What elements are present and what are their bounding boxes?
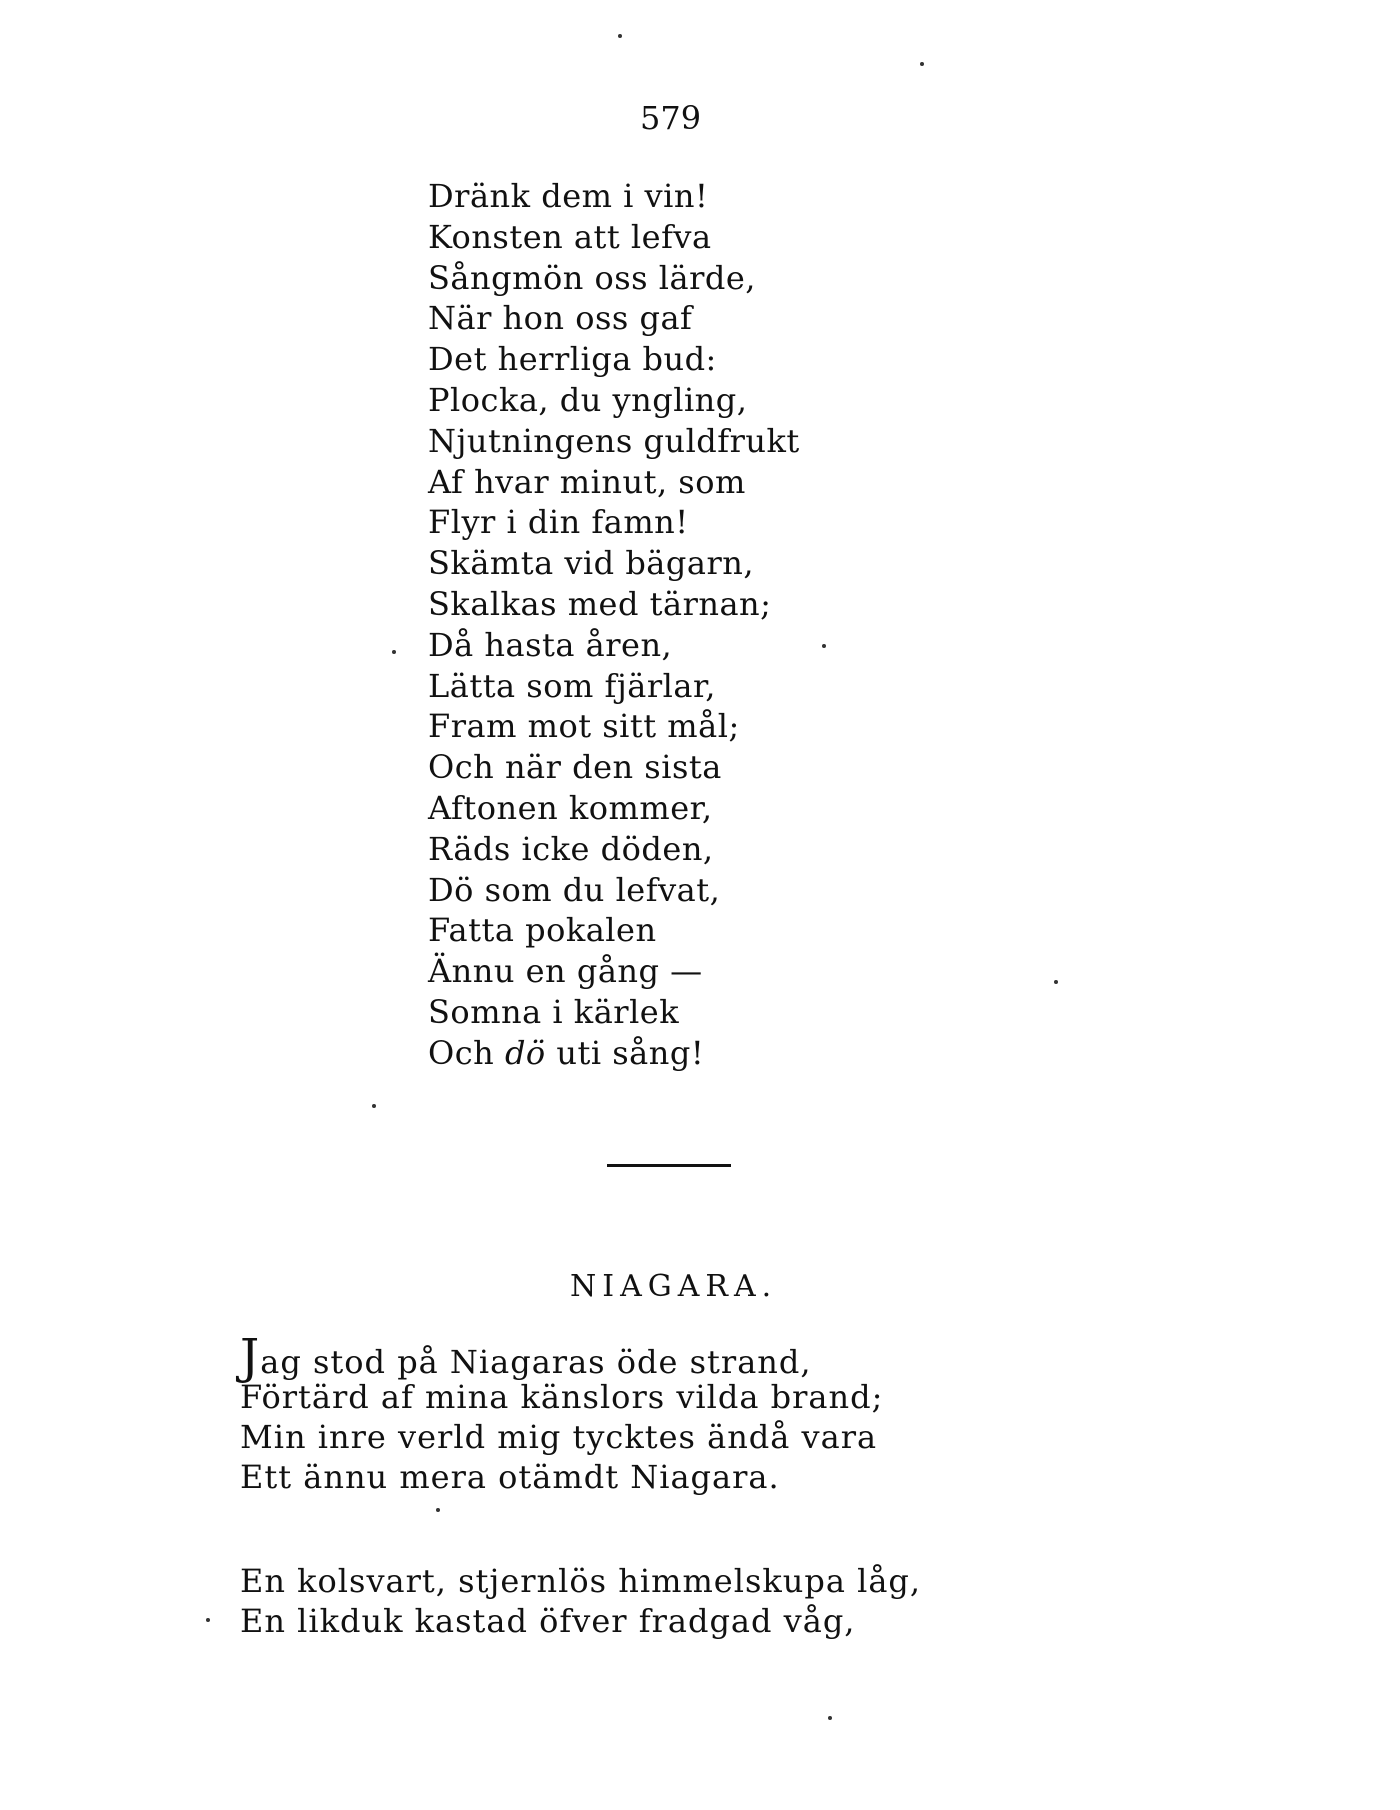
poem-line: Räds icke döden, [428, 829, 714, 868]
print-speck [822, 644, 826, 648]
poem-line: Det herrliga bud: [428, 340, 717, 379]
stanza-line: En kolsvart, stjernlös himmelskupa låg, [240, 1562, 922, 1600]
print-speck [618, 34, 622, 38]
poem-title: NIAGARA. [570, 1269, 778, 1304]
poem-line: Flyr i din famn! [428, 503, 689, 542]
print-speck [436, 1508, 440, 1512]
page-number: 579 [640, 99, 702, 137]
poem-last-line [428, 1033, 800, 1074]
print-speck [1054, 980, 1058, 984]
poem-line: Dränk dem i vin! [428, 177, 709, 215]
poem-line: Konsten att lefva [428, 217, 712, 256]
print-speck [206, 1618, 210, 1622]
poem-line: Fram mot sitt mål; [428, 707, 740, 746]
poem-line: Skämta vid bägarn, [428, 544, 755, 583]
poem-line: Aftonen kommer, [428, 788, 713, 827]
stanza-line: Förtärd af mina känslors vilda brand; [240, 1378, 884, 1416]
stanza-line [240, 1329, 883, 1385]
poem-line: Somna i kärlek [428, 992, 680, 1031]
print-speck [392, 650, 396, 654]
poem-line: Och när den sista [428, 748, 722, 787]
last-line-end: uti sång! [545, 1033, 705, 1072]
poem-line: Af hvar minut, som [428, 462, 746, 501]
poem-ending [428, 176, 800, 1074]
section-divider [607, 1164, 731, 1167]
poem-line: Ännu en gång — [428, 952, 703, 991]
poem-line: Lätta som fjärlar, [428, 666, 716, 705]
stanza-line: En likduk kastad öfver fradgad våg, [240, 1602, 856, 1640]
emphasized-word: dö [504, 1033, 546, 1072]
print-speck [920, 62, 924, 66]
poem-line: Då hasta åren, [428, 625, 673, 664]
poem-line: Plocka, du yngling, [428, 380, 748, 419]
stanza-two [240, 1561, 921, 1641]
poem-line: Njutningens guldfrukt [428, 421, 800, 460]
poem-line: När hon oss gaf [428, 299, 693, 338]
stanza-one [240, 1329, 884, 1497]
poem-line: Fatta pokalen [428, 911, 657, 950]
drop-cap: J [240, 1329, 261, 1385]
poem-line: Sångmön oss lärde, [428, 258, 756, 297]
print-speck [372, 1104, 376, 1108]
poem-line: Skalkas med tärnan; [428, 584, 772, 623]
first-line-text: ag stod på Niagaras öde strand, [260, 1343, 812, 1381]
last-line-start: Och [428, 1033, 505, 1072]
poem-line: Dö som du lefvat, [428, 870, 721, 909]
stanza-line: Ett ännu mera otämdt Niagara. [240, 1458, 780, 1496]
stanza-line: Min inre verld mig tycktes ändå vara [240, 1418, 878, 1456]
print-speck [828, 1716, 832, 1720]
